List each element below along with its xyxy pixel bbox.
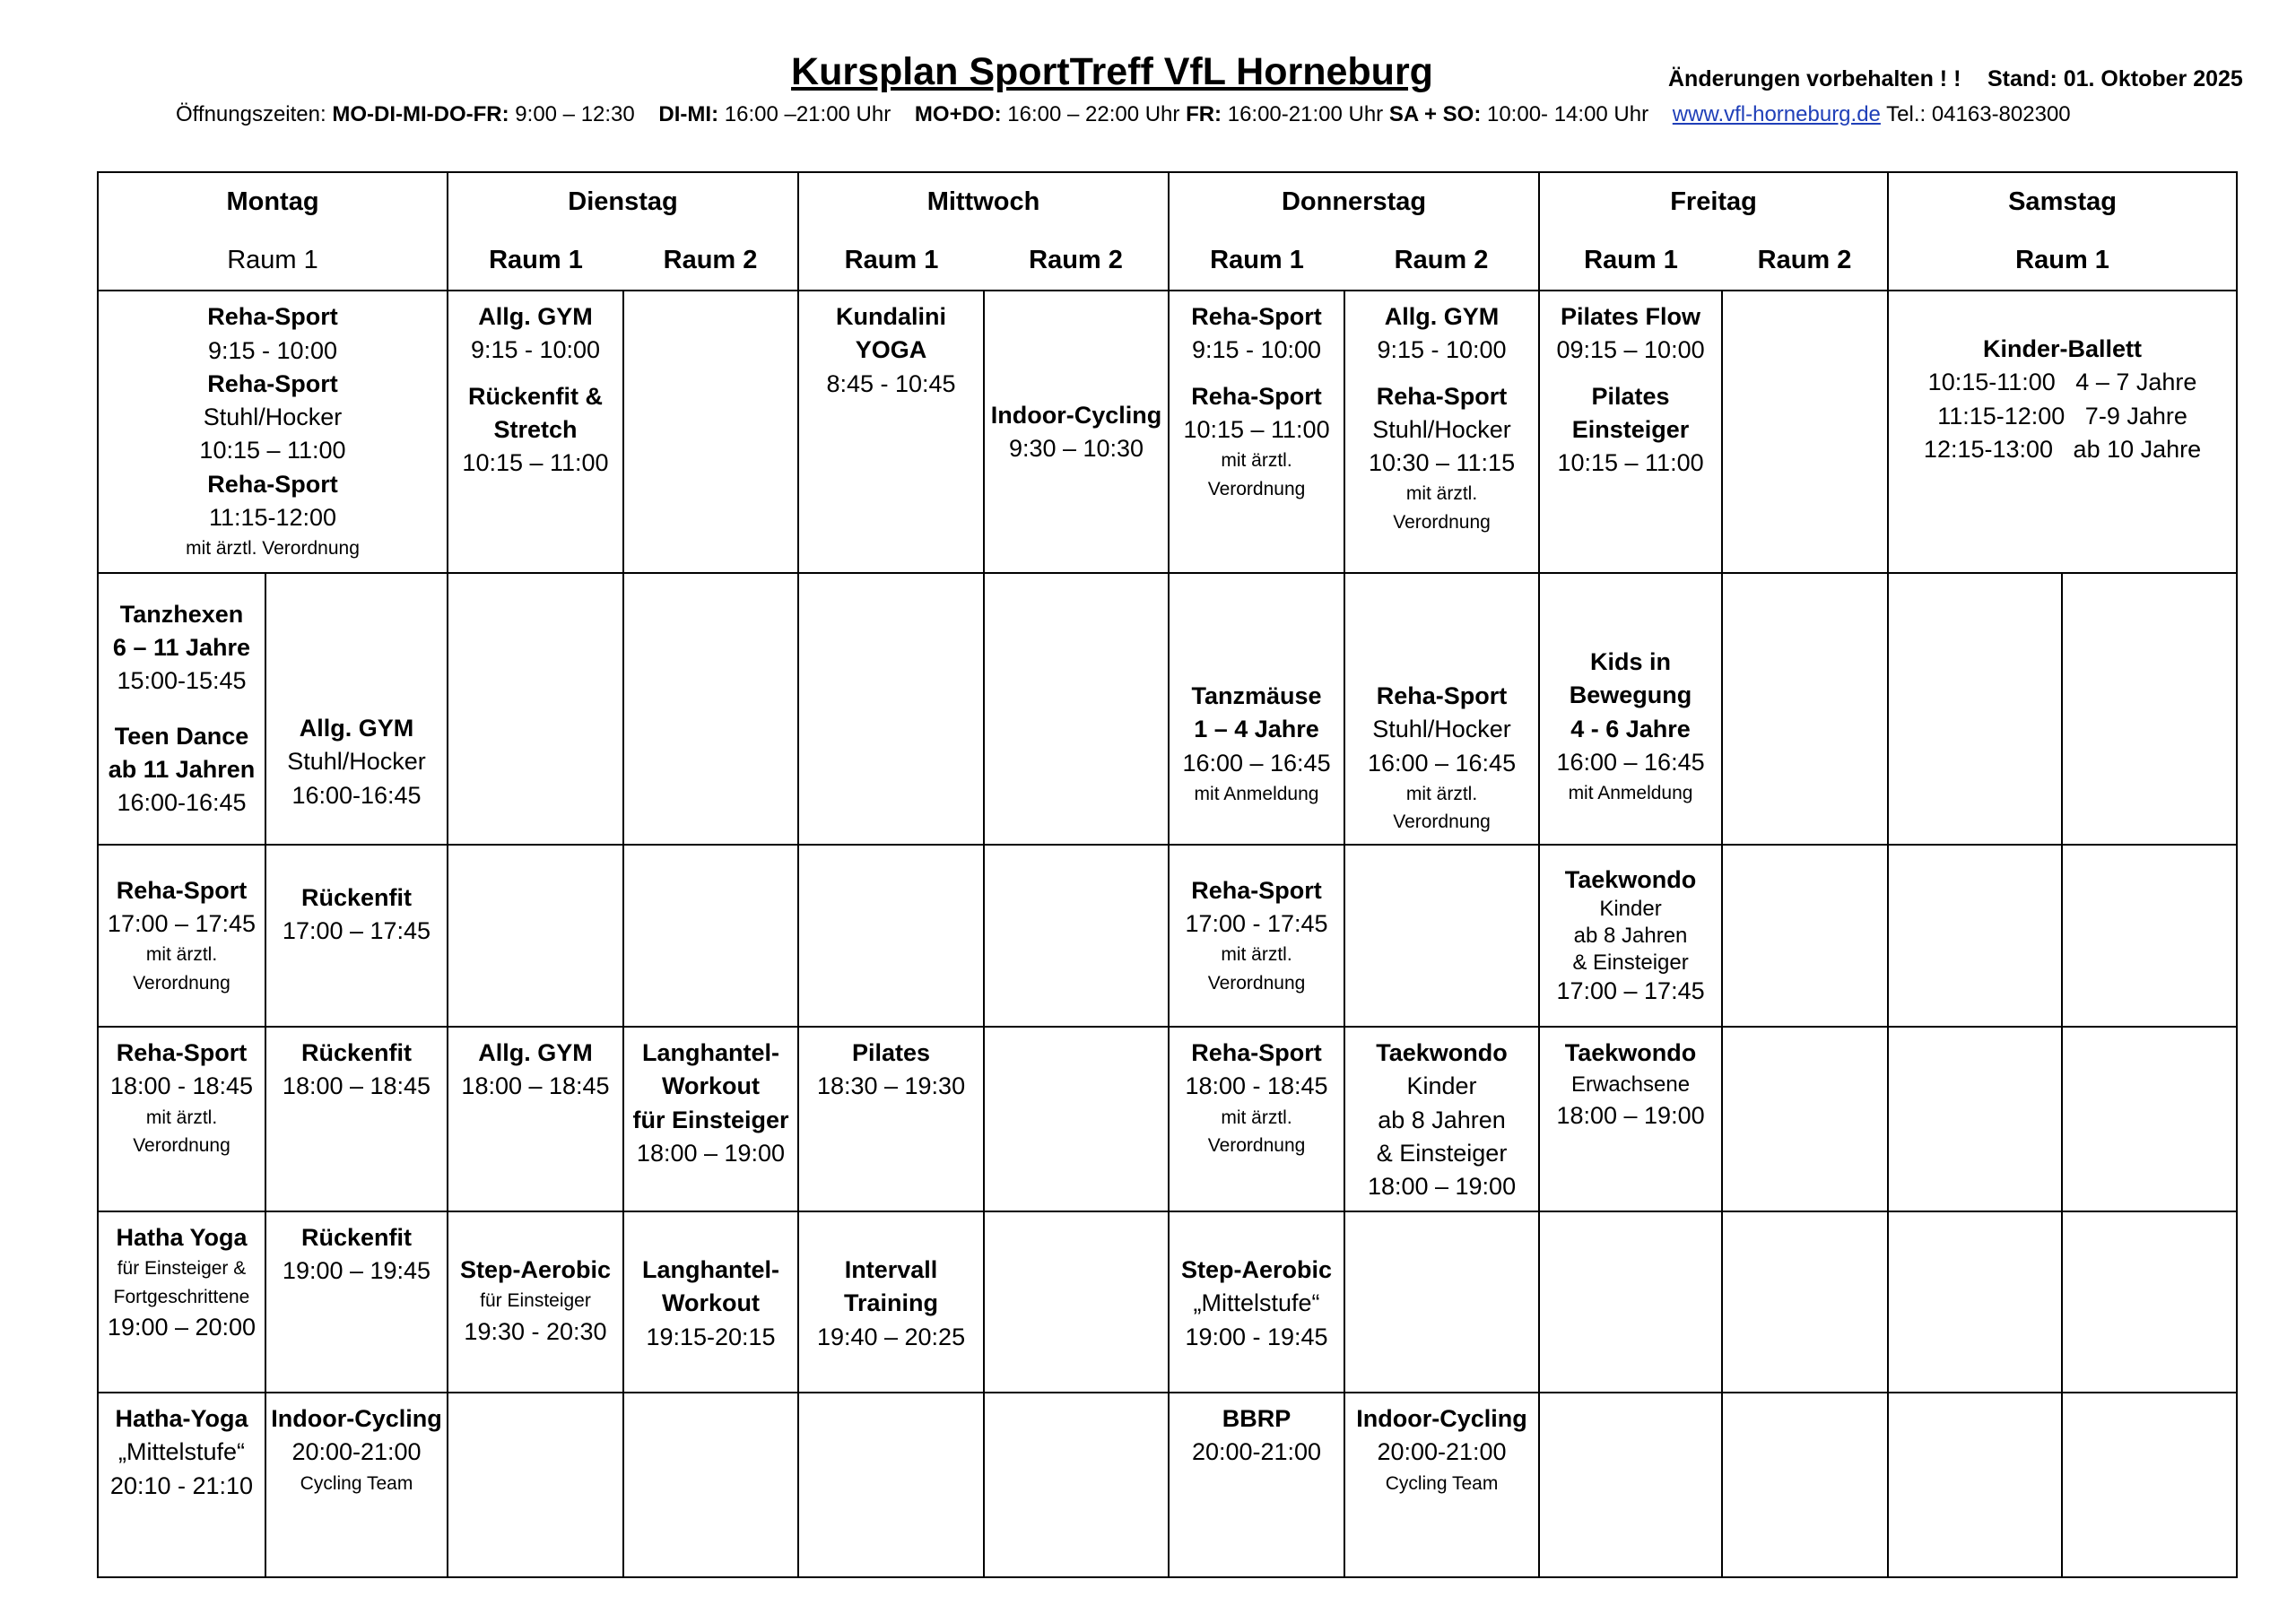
hours-days: MO-DI-MI-DO-FR: bbox=[332, 102, 509, 126]
course-name: Rückenfit bbox=[300, 1224, 413, 1251]
course-time: 9:15 - 10:00 bbox=[207, 336, 338, 364]
course-time: 10:15 – 11:00 bbox=[199, 437, 346, 464]
course-name: Indoor-Cycling bbox=[990, 402, 1162, 429]
course-name: Allg. GYM bbox=[478, 303, 593, 330]
schedule-cell bbox=[265, 573, 448, 845]
course-time: 11:15-12:00 7-9 Jahre bbox=[1937, 402, 2187, 430]
course-time: 17:00 – 17:45 bbox=[107, 910, 257, 937]
schedule-cell-empty bbox=[1722, 291, 1888, 573]
schedule-cell bbox=[984, 291, 1169, 573]
course-name: Reha-Sport bbox=[207, 303, 338, 331]
course-name: Tanzhexen bbox=[119, 600, 244, 628]
hours-days: MO+DO: bbox=[914, 102, 1002, 126]
course-name: Stretch bbox=[493, 415, 578, 443]
room-header: Raum 1 bbox=[448, 230, 623, 291]
course-time: 18:00 - 18:45 bbox=[109, 1072, 254, 1100]
schedule-cell bbox=[623, 1027, 798, 1211]
change-notice: Änderungen vorbehalten ! ! bbox=[1668, 66, 1961, 91]
schedule-cell bbox=[1169, 1027, 1344, 1211]
course-name: Reha-Sport bbox=[1191, 1039, 1322, 1066]
schedule-cell bbox=[1169, 573, 1344, 845]
course-remark: Verordnung bbox=[133, 972, 230, 994]
course-name: Reha-Sport bbox=[1376, 682, 1508, 709]
schedule-cell-empty bbox=[2062, 573, 2237, 845]
course-time: 17:00 – 17:45 bbox=[282, 917, 431, 945]
course-time: 9:30 – 10:30 bbox=[1008, 435, 1144, 463]
schedule-cell-empty bbox=[1344, 845, 1539, 1027]
room-header: Raum 2 bbox=[623, 230, 798, 291]
course-remark: für Einsteiger bbox=[480, 1290, 591, 1312]
course-name: Rückenfit & bbox=[467, 382, 604, 410]
schedule-cell bbox=[1169, 1211, 1344, 1393]
course-time: 9:15 - 10:00 bbox=[1377, 336, 1507, 364]
schedule-cell-empty bbox=[2062, 1027, 2237, 1211]
course-remark: Verordnung bbox=[1207, 478, 1306, 499]
course-note: „Mittelstufe“ bbox=[117, 1438, 246, 1466]
room-header: Raum 1 bbox=[1888, 230, 2237, 291]
course-time: 19:00 – 20:00 bbox=[107, 1314, 257, 1341]
course-time: 15:00-15:45 bbox=[117, 667, 247, 695]
course-time: 09:15 – 10:00 bbox=[1556, 336, 1705, 364]
course-name: Workout bbox=[662, 1072, 760, 1100]
course-name: Workout bbox=[662, 1289, 760, 1317]
schedule-cell bbox=[265, 1027, 448, 1211]
course-remark: Cycling Team bbox=[300, 1472, 413, 1494]
course-time: 12:15-13:00 ab 10 Jahre bbox=[1923, 435, 2202, 463]
schedule-cell bbox=[98, 291, 448, 573]
schedule-cell-empty bbox=[984, 1211, 1169, 1393]
schedule-cell bbox=[1169, 845, 1344, 1027]
schedule-cell bbox=[798, 291, 984, 573]
course-name: Reha-Sport bbox=[116, 876, 248, 904]
hours-days: FR: bbox=[1186, 102, 1222, 126]
course-remark: mit Anmeldung bbox=[1568, 783, 1693, 803]
course-time: 19:00 – 19:45 bbox=[282, 1257, 431, 1285]
room-header: Raum 2 bbox=[984, 230, 1169, 291]
schedule-cell-empty bbox=[2062, 1211, 2237, 1393]
schedule-cell-empty bbox=[798, 573, 984, 845]
room-header: Raum 1 bbox=[1539, 230, 1722, 291]
course-name: Training bbox=[844, 1289, 939, 1317]
course-name: Indoor-Cycling bbox=[1356, 1405, 1527, 1432]
course-time: 20:00-21:00 bbox=[1377, 1438, 1507, 1466]
course-time: 16:00-16:45 bbox=[117, 789, 247, 816]
schedule-cell-empty bbox=[1722, 573, 1888, 845]
hours-days: SA + SO: bbox=[1388, 102, 1482, 126]
course-name: Kundalini bbox=[836, 303, 947, 330]
course-name: Taekwondo bbox=[1564, 1039, 1697, 1066]
schedule-cell bbox=[1888, 291, 2237, 573]
schedule-cell bbox=[98, 1211, 265, 1393]
schedule-cell-empty bbox=[984, 845, 1169, 1027]
schedule-cell-empty bbox=[1888, 573, 2062, 845]
schedule-cell-empty bbox=[1722, 1211, 1888, 1393]
room-header: Raum 1 bbox=[1169, 230, 1344, 291]
course-name: 4 - 6 Jahre bbox=[1570, 715, 1691, 742]
course-time: 9:15 - 10:00 bbox=[470, 336, 601, 364]
course-name: Kinder-Ballett bbox=[1983, 335, 2143, 362]
course-name: Hatha-Yoga bbox=[115, 1405, 248, 1432]
schedule-cell bbox=[1169, 291, 1344, 573]
course-name: Intervall bbox=[844, 1256, 938, 1283]
course-remark: Verordnung bbox=[1393, 511, 1491, 533]
course-name: Allg. GYM bbox=[299, 715, 414, 742]
course-name: Einsteiger bbox=[1571, 415, 1690, 443]
course-name: Pilates Flow bbox=[1561, 303, 1701, 330]
schedule-cell bbox=[448, 1211, 623, 1393]
course-time: 20:00-21:00 bbox=[1191, 1438, 1322, 1466]
course-name: Langhantel- bbox=[642, 1039, 779, 1066]
course-name: Reha-Sport bbox=[1376, 382, 1508, 410]
course-time: 16:00-16:45 bbox=[291, 781, 422, 809]
course-note: Kinder bbox=[1406, 1072, 1477, 1100]
course-remark: Verordnung bbox=[133, 1135, 230, 1156]
course-time: 9:15 - 10:00 bbox=[1191, 336, 1322, 364]
course-note: Stuhl/Hocker bbox=[203, 404, 343, 431]
course-time: 18:00 – 19:00 bbox=[1367, 1173, 1517, 1200]
schedule-cell bbox=[98, 845, 265, 1027]
page-title: Kursplan SportTreff VfL Horneburg bbox=[791, 50, 1433, 93]
course-schedule-table bbox=[97, 171, 2238, 1578]
room-header: Raum 1 bbox=[798, 230, 984, 291]
schedule-cell-empty bbox=[1888, 1393, 2062, 1577]
schedule-cell-empty bbox=[1888, 1027, 2062, 1211]
course-time: 10:15 – 11:00 bbox=[1557, 449, 1704, 476]
course-time: 18:00 – 19:00 bbox=[1556, 1102, 1705, 1130]
course-name: Taekwondo bbox=[1564, 865, 1697, 893]
day-header-montag: Montag bbox=[98, 172, 448, 230]
schedule-cell bbox=[1344, 291, 1539, 573]
schedule-cell bbox=[1169, 1393, 1344, 1577]
course-name: ab 11 Jahren bbox=[108, 755, 256, 783]
date-stamp: Stand: 01. Oktober 2025 bbox=[1987, 66, 2243, 91]
course-note: & Einsteiger bbox=[1376, 1139, 1508, 1167]
course-note: Kinder bbox=[1599, 896, 1662, 921]
course-name: Hatha Yoga bbox=[116, 1224, 248, 1251]
schedule-cell bbox=[1539, 1027, 1722, 1211]
course-name: 1 – 4 Jahre bbox=[1194, 716, 1319, 743]
course-time: 19:15-20:15 bbox=[646, 1323, 776, 1350]
course-remark: Verordnung bbox=[1207, 1135, 1306, 1156]
course-name: Kids in bbox=[1590, 648, 1672, 675]
course-time: 16:00 – 16:45 bbox=[1367, 749, 1517, 777]
course-name: Reha-Sport bbox=[1191, 303, 1322, 330]
schedule-cell-empty bbox=[1539, 1393, 1722, 1577]
course-name: Step-Aerobic bbox=[459, 1256, 612, 1283]
schedule-cell bbox=[1539, 291, 1722, 573]
schedule-cell-empty bbox=[448, 845, 623, 1027]
course-time: 8:45 - 10:45 bbox=[826, 369, 956, 397]
schedule-cell bbox=[448, 291, 623, 573]
schedule-cell-empty bbox=[1539, 1211, 1722, 1393]
schedule-cell-empty bbox=[623, 573, 798, 845]
course-time: 10:15 – 11:00 bbox=[1183, 415, 1330, 443]
course-name: Indoor-Cycling bbox=[271, 1405, 442, 1432]
course-time: 18:00 – 18:45 bbox=[461, 1072, 610, 1100]
schedule-cell bbox=[1344, 573, 1539, 845]
course-name: 6 – 11 Jahre bbox=[112, 634, 251, 661]
course-remark: mit ärztl. Verordnung bbox=[186, 538, 360, 560]
course-time: 18:00 - 18:45 bbox=[1185, 1072, 1328, 1100]
course-name: Langhantel- bbox=[642, 1256, 779, 1283]
course-remark: mit ärztl. bbox=[1221, 944, 1292, 966]
room-header: Raum 2 bbox=[1344, 230, 1539, 291]
schedule-cell-empty bbox=[448, 1393, 623, 1577]
course-name: Rückenfit bbox=[300, 1039, 413, 1066]
day-header-donnerstag: Donnerstag bbox=[1169, 172, 1539, 230]
hours-time: 16:00-21:00 Uhr bbox=[1227, 102, 1384, 126]
room-header: Raum 1 bbox=[98, 230, 448, 291]
course-name: für Einsteiger bbox=[632, 1106, 789, 1133]
schedule-cell bbox=[623, 1211, 798, 1393]
schedule-cell-empty bbox=[1722, 1393, 1888, 1577]
schedule-cell bbox=[1539, 845, 1722, 1027]
course-name: Reha-Sport bbox=[207, 470, 338, 498]
schedule-cell bbox=[1344, 1393, 1539, 1577]
day-header-freitag: Freitag bbox=[1539, 172, 1888, 230]
course-name: Reha-Sport bbox=[1191, 876, 1322, 904]
course-remark: für Einsteiger & bbox=[117, 1258, 247, 1280]
schedule-cell-empty bbox=[798, 845, 984, 1027]
course-remark: mit ärztl. bbox=[1405, 483, 1478, 505]
schedule-cell bbox=[1539, 573, 1722, 845]
course-name: Allg. GYM bbox=[1384, 303, 1500, 330]
day-header-mittwoch: Mittwoch bbox=[798, 172, 1169, 230]
schedule-cell-empty bbox=[1722, 1027, 1888, 1211]
schedule-cell-empty bbox=[1344, 1211, 1539, 1393]
schedule-cell bbox=[265, 1393, 448, 1577]
schedule-cell-empty bbox=[448, 573, 623, 845]
course-time: 17:00 – 17:45 bbox=[1556, 976, 1705, 1004]
hours-label: Öffnungszeiten: bbox=[176, 102, 326, 126]
course-time: 18:00 – 19:00 bbox=[636, 1139, 786, 1167]
course-name: Teen Dance bbox=[114, 722, 249, 750]
course-name: Allg. GYM bbox=[478, 1039, 593, 1066]
course-time: 17:00 - 17:45 bbox=[1185, 910, 1328, 937]
course-note: & Einsteiger bbox=[1572, 950, 1689, 975]
schedule-cell bbox=[265, 1211, 448, 1393]
day-header-samstag: Samstag bbox=[1888, 172, 2237, 230]
course-name: Step-Aerobic bbox=[1181, 1256, 1333, 1283]
schedule-cell bbox=[265, 845, 448, 1027]
phone-number: Tel.: 04163-802300 bbox=[1886, 102, 2071, 126]
course-note: ab 8 Jahren bbox=[1573, 923, 1688, 948]
course-time: 16:00 – 16:45 bbox=[1182, 749, 1331, 777]
course-name: Tanzmäuse bbox=[1191, 682, 1322, 709]
course-remark: mit ärztl. bbox=[1221, 1107, 1292, 1128]
course-name: BBRP bbox=[1222, 1405, 1292, 1432]
hours-time: 16:00 – 22:00 Uhr bbox=[1007, 102, 1180, 126]
course-note: Erwachsene bbox=[1570, 1072, 1691, 1098]
schedule-cell-empty bbox=[2062, 1393, 2237, 1577]
course-remark: Fortgeschrittene bbox=[113, 1286, 250, 1307]
schedule-cell bbox=[1344, 1027, 1539, 1211]
course-remark: Cycling Team bbox=[1385, 1472, 1499, 1494]
schedule-cell-empty bbox=[623, 291, 798, 573]
course-remark: mit ärztl. bbox=[1221, 450, 1292, 471]
schedule-cell-empty bbox=[623, 1393, 798, 1577]
course-note: „Mittelstufe“ bbox=[1193, 1289, 1320, 1317]
course-remark: mit ärztl. bbox=[1405, 783, 1478, 804]
course-time: 10:15 – 11:00 bbox=[462, 449, 609, 476]
course-time: 20:00-21:00 bbox=[291, 1438, 422, 1466]
schedule-cell-empty bbox=[984, 573, 1169, 845]
hours-days: DI-MI: bbox=[658, 102, 719, 126]
schedule-cell-empty bbox=[1888, 845, 2062, 1027]
course-note: ab 8 Jahren bbox=[1378, 1106, 1506, 1133]
schedule-cell bbox=[98, 573, 265, 845]
course-note: Stuhl/Hocker bbox=[1372, 716, 1511, 743]
course-name: Pilates bbox=[1591, 382, 1670, 410]
course-time: 16:00 – 16:45 bbox=[1556, 748, 1705, 776]
course-name: YOGA bbox=[855, 336, 927, 364]
room-header: Raum 2 bbox=[1722, 230, 1888, 291]
course-remark: mit ärztl. bbox=[145, 944, 218, 966]
course-name: Reha-Sport bbox=[1191, 382, 1322, 410]
course-time: 10:30 – 11:15 bbox=[1368, 449, 1516, 476]
day-header-dienstag: Dienstag bbox=[448, 172, 798, 230]
schedule-cell-empty bbox=[984, 1027, 1169, 1211]
website-link[interactable]: www.vfl-horneburg.de bbox=[1672, 102, 1881, 126]
course-remark: mit Anmeldung bbox=[1194, 783, 1319, 804]
course-remark: Verordnung bbox=[1393, 812, 1491, 833]
course-remark: mit ärztl. bbox=[145, 1107, 218, 1128]
schedule-cell-empty bbox=[1888, 1211, 2062, 1393]
course-note: Stuhl/Hocker bbox=[1372, 415, 1511, 443]
schedule-cell-empty bbox=[1722, 845, 1888, 1027]
course-time: 19:30 - 20:30 bbox=[464, 1317, 607, 1345]
schedule-cell bbox=[448, 1027, 623, 1211]
course-name: Reha-Sport bbox=[207, 369, 338, 397]
schedule-cell bbox=[798, 1027, 984, 1211]
course-name: Rückenfit bbox=[300, 884, 413, 911]
hours-time: 16:00 –21:00 Uhr bbox=[724, 102, 891, 126]
schedule-cell bbox=[798, 1211, 984, 1393]
schedule-cell-empty bbox=[623, 845, 798, 1027]
schedule-cell-empty bbox=[798, 1393, 984, 1577]
course-time: 20:10 - 21:10 bbox=[109, 1471, 254, 1499]
hours-time: 10:00- 14:00 Uhr bbox=[1486, 102, 1649, 126]
course-time: 11:15-12:00 bbox=[208, 503, 337, 531]
schedule-cell-empty bbox=[984, 1393, 1169, 1577]
schedule-cell-empty bbox=[2062, 845, 2237, 1027]
schedule-cell bbox=[98, 1393, 265, 1577]
course-name: Bewegung bbox=[1569, 681, 1692, 709]
course-time: 18:00 – 18:45 bbox=[282, 1072, 431, 1100]
course-name: Reha-Sport bbox=[116, 1039, 248, 1066]
course-remark: Verordnung bbox=[1207, 972, 1306, 994]
course-time: 18:30 – 19:30 bbox=[816, 1072, 966, 1100]
hours-time: 9:00 – 12:30 bbox=[515, 102, 635, 126]
opening-hours bbox=[176, 102, 2071, 127]
course-time: 10:15-11:00 4 – 7 Jahre bbox=[1927, 369, 2197, 396]
course-name: Taekwondo bbox=[1376, 1039, 1508, 1066]
course-name: Pilates bbox=[851, 1039, 931, 1066]
course-time: 19:00 - 19:45 bbox=[1185, 1323, 1328, 1350]
schedule-cell bbox=[98, 1027, 265, 1211]
course-time: 19:40 – 20:25 bbox=[816, 1323, 966, 1350]
course-note: Stuhl/Hocker bbox=[287, 748, 426, 776]
